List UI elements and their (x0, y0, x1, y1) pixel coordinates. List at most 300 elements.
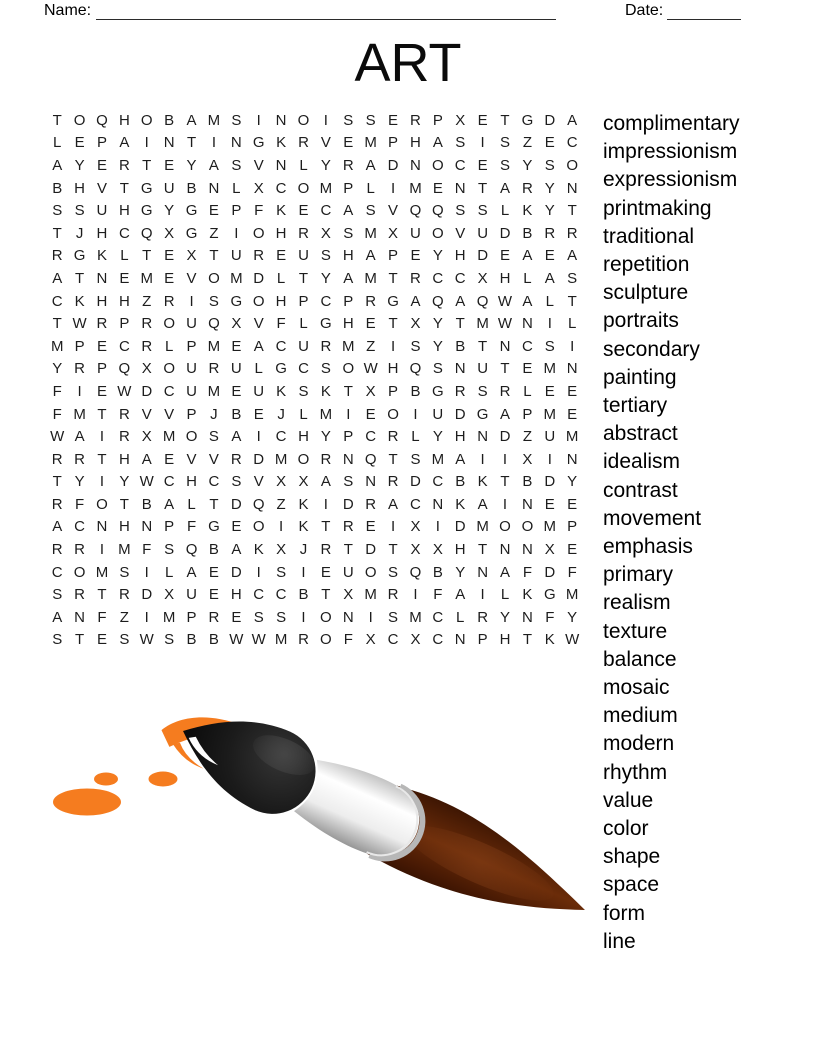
grid-letter: F (254, 202, 264, 220)
grid-letter: T (500, 473, 510, 491)
grid-letter: C (432, 631, 444, 649)
grid-letter: H (96, 292, 108, 310)
grid-letter: Y (186, 156, 197, 174)
grid-letter: Z (522, 428, 532, 446)
grid-letter: C (118, 224, 130, 242)
grid-letter: E (410, 247, 421, 265)
grid-letter: H (118, 111, 130, 129)
grid-letter: B (141, 495, 152, 513)
grid-letter: R (118, 428, 130, 446)
grid-letter: M (274, 450, 288, 468)
grid-letter: F (522, 563, 532, 581)
grid-letter: P (298, 292, 309, 310)
grid-letter: M (319, 405, 333, 423)
grid-letter: I (413, 405, 418, 423)
grid-letter: N (566, 360, 578, 378)
grid-letter: H (275, 224, 287, 242)
grid-letter: Z (366, 337, 376, 355)
word-list-item: emphasis (603, 535, 693, 559)
grid-letter: I (279, 518, 284, 536)
grid-letter: R (365, 292, 377, 310)
word-list-item: rhythm (603, 760, 668, 784)
grid-letter: T (343, 382, 353, 400)
grid-letter: T (500, 111, 510, 129)
grid-letter: M (207, 382, 221, 400)
grid-letter: C (163, 473, 175, 491)
grid-letter: F (545, 608, 555, 626)
grid-letter: L (568, 315, 577, 333)
grid-letter: M (364, 134, 377, 152)
grid-letter: F (433, 586, 443, 604)
grid-letter: M (565, 428, 579, 446)
grid-letter: T (75, 269, 85, 287)
grid-letter: M (319, 179, 333, 197)
grid-letter: P (186, 608, 197, 626)
grid-letter: A (567, 111, 578, 129)
grid-letter: E (164, 450, 175, 468)
grid-letter: I (256, 428, 261, 446)
grid-letter: D (454, 518, 466, 536)
grid-letter: H (387, 360, 399, 378)
grid-letter: H (275, 292, 287, 310)
grid-letter: O (73, 111, 86, 129)
grid-letter: T (388, 269, 398, 287)
grid-letter: D (387, 156, 399, 174)
grid-letter: N (454, 631, 466, 649)
grid-letter: K (298, 518, 309, 536)
grid-letter: O (364, 563, 377, 581)
grid-letter: S (276, 608, 287, 626)
grid-letter: M (476, 315, 489, 333)
grid-letter: S (320, 360, 331, 378)
grid-letter: H (186, 473, 197, 491)
grid-letter: B (298, 586, 309, 604)
grid-letter: V (253, 156, 264, 174)
grid-letter: O (297, 450, 310, 468)
grid-letter: B (186, 631, 197, 649)
grid-letter: X (343, 586, 354, 604)
grid-letter: S (343, 111, 354, 129)
grid-letter: A (186, 563, 197, 581)
grid-letter: D (230, 563, 242, 581)
grid-letter: E (208, 202, 219, 220)
grid-letter: V (388, 202, 399, 220)
grid-letter: D (141, 586, 153, 604)
grid-letter: Q (432, 202, 444, 220)
grid-letter: S (477, 382, 488, 400)
grid-letter: A (141, 450, 152, 468)
grid-letter: C (51, 292, 63, 310)
grid-letter: L (523, 269, 532, 287)
grid-letter: S (208, 292, 219, 310)
word-list-item: secondary (603, 337, 700, 361)
grid-letter: Q (96, 111, 108, 129)
grid-letter: R (365, 495, 377, 513)
grid-letter: N (275, 156, 287, 174)
grid-letter: B (52, 179, 63, 197)
grid-letter: B (455, 473, 466, 491)
grid-letter: V (320, 134, 331, 152)
grid-letter: Y (500, 608, 511, 626)
grid-letter: B (208, 631, 219, 649)
grid-letter: E (208, 586, 219, 604)
grid-letter: R (320, 541, 332, 559)
grid-letter: L (187, 495, 196, 513)
grid-letter: T (388, 450, 398, 468)
grid-letter: A (52, 269, 63, 287)
grid-letter: K (298, 495, 309, 513)
grid-letter: S (253, 608, 264, 626)
grid-letter: M (118, 541, 131, 559)
grid-letter: C (521, 337, 533, 355)
grid-letter: A (500, 179, 511, 197)
grid-letter: I (323, 111, 328, 129)
grid-letter: I (502, 495, 508, 513)
grid-letter: U (186, 360, 197, 378)
grid-letter: B (410, 382, 421, 400)
grid-letter: O (297, 111, 310, 129)
grid-letter: S (231, 156, 242, 174)
grid-letter: H (74, 179, 85, 197)
grid-letter: M (364, 586, 377, 604)
grid-letter: E (365, 315, 376, 333)
grid-letter: L (254, 360, 263, 378)
grid-letter: R (544, 224, 556, 242)
paintbrush-svg (30, 678, 610, 948)
grid-letter: A (253, 337, 264, 355)
grid-letter: S (231, 473, 242, 491)
grid-letter: G (476, 405, 489, 423)
grid-letter: C (320, 202, 332, 220)
grid-letter: T (97, 586, 107, 604)
grid-letter: R (208, 360, 220, 378)
grid-letter: O (163, 315, 175, 333)
grid-letter: T (343, 541, 353, 559)
grid-letter: S (298, 382, 309, 400)
grid-letter: H (342, 315, 354, 333)
grid-letter: M (162, 428, 176, 446)
grid-letter: T (321, 586, 331, 604)
grid-letter: X (365, 382, 376, 400)
grid-letter: I (99, 541, 105, 559)
grid-letter: N (410, 156, 421, 174)
grid-letter: P (119, 315, 130, 333)
grid-letter: H (298, 428, 309, 446)
grid-letter: X (388, 224, 399, 242)
grid-letter: S (544, 337, 555, 355)
grid-letter: A (432, 134, 443, 152)
grid-letter: R (74, 541, 85, 559)
grid-letter: E (231, 518, 242, 536)
grid-letter: A (544, 269, 555, 287)
grid-letter: Y (432, 337, 443, 355)
grid-letter: S (455, 202, 466, 220)
grid-letter: A (567, 247, 578, 265)
grid-letter: F (343, 631, 353, 649)
grid-letter: O (432, 224, 444, 242)
grid-letter: X (455, 111, 466, 129)
grid-letter: M (364, 269, 377, 287)
grid-letter: V (164, 405, 175, 423)
grid-letter: S (477, 202, 488, 220)
grid-letter: K (320, 382, 331, 400)
grid-letter: Z (119, 608, 129, 626)
grid-letter: A (343, 202, 354, 220)
grid-letter: R (387, 586, 399, 604)
word-list-item: mosaic (603, 676, 670, 700)
grid-letter: R (163, 292, 175, 310)
grid-letter: R (387, 473, 399, 491)
grid-letter: E (164, 156, 175, 174)
grid-letter: F (75, 495, 85, 513)
grid-letter: Q (252, 495, 265, 513)
grid-letter: T (119, 179, 129, 197)
grid-letter: N (96, 269, 108, 287)
grid-letter: J (210, 405, 218, 423)
grid-letter: R (74, 586, 85, 604)
grid-letter: P (388, 134, 399, 152)
grid-letter: A (477, 495, 488, 513)
grid-letter: Q (409, 202, 422, 220)
grid-letter: B (186, 179, 197, 197)
grid-letter: M (565, 586, 579, 604)
word-list-item: movement (603, 506, 702, 530)
grid-letter: N (96, 518, 108, 536)
grid-letter: M (95, 563, 109, 581)
grid-letter: M (140, 269, 153, 287)
grid-letter: L (164, 337, 174, 355)
grid-letter: A (522, 292, 533, 310)
word-list-item: idealism (603, 450, 681, 474)
grid-letter: A (119, 134, 130, 152)
grid-letter: A (320, 473, 331, 491)
grid-letter: M (543, 360, 557, 378)
grid-letter: U (253, 382, 265, 400)
grid-letter: S (544, 156, 555, 174)
grid-letter: S (388, 608, 399, 626)
grid-letter: P (164, 518, 175, 536)
grid-letter: K (276, 202, 287, 220)
grid-letter: O (96, 495, 108, 513)
grid-letter: R (320, 450, 332, 468)
grid-letter: P (343, 179, 354, 197)
name-fill-in-line (96, 3, 556, 20)
grid-letter: J (299, 541, 308, 559)
grid-letter: E (253, 405, 264, 423)
grid-letter: N (365, 473, 377, 491)
word-list-item: medium (603, 704, 678, 728)
grid-letter: T (186, 134, 197, 152)
grid-letter: A (365, 156, 376, 174)
grid-letter: A (52, 608, 63, 626)
grid-letter: Y (432, 315, 443, 333)
grid-letter: T (522, 631, 532, 649)
grid-letter: S (52, 202, 63, 220)
grid-letter: P (567, 518, 578, 536)
grid-letter: E (500, 247, 511, 265)
grid-letter: Y (74, 473, 85, 491)
grid-letter: N (163, 134, 175, 152)
grid-letter: X (141, 428, 152, 446)
name-label: Name: (44, 2, 92, 19)
grid-letter: C (51, 563, 63, 581)
grid-letter: S (365, 202, 376, 220)
grid-letter: A (52, 518, 63, 536)
grid-letter: I (480, 134, 485, 152)
grid-letter: X (432, 541, 443, 559)
grid-letter: M (207, 111, 221, 129)
grid-letter: L (411, 428, 420, 446)
grid-letter: I (144, 134, 149, 152)
grid-letter: D (544, 563, 556, 581)
grid-letter: O (252, 224, 265, 242)
grid-letter: V (208, 450, 219, 468)
grid-letter: D (499, 224, 511, 242)
grid-letter: Y (320, 428, 331, 446)
grid-letter: X (276, 541, 287, 559)
grid-letter: I (77, 382, 82, 400)
grid-letter: D (365, 541, 377, 559)
grid-letter: S (343, 224, 354, 242)
grid-letter: L (545, 292, 554, 310)
word-list-item: texture (603, 619, 668, 643)
grid-letter: S (119, 563, 130, 581)
grid-letter: E (96, 337, 107, 355)
grid-letter: X (410, 541, 421, 559)
grid-letter: D (342, 495, 354, 513)
grid-letter: E (276, 247, 287, 265)
grid-letter: M (543, 405, 557, 423)
grid-letter: G (275, 360, 287, 378)
paint-splatter-small-icon (149, 772, 178, 787)
grid-letter: T (119, 495, 129, 513)
grid-letter: L (120, 247, 129, 265)
grid-letter: L (53, 134, 62, 152)
grid-letter: Q (140, 224, 153, 242)
grid-letter: P (74, 337, 85, 355)
grid-letter: M (230, 269, 243, 287)
grid-letter: R (230, 450, 242, 468)
paintbrush-illustration (30, 678, 610, 948)
grid-letter: Y (74, 156, 85, 174)
grid-letter: Q (364, 450, 377, 468)
grid-letter: I (435, 518, 440, 536)
grid-letter: O (163, 360, 175, 378)
grid-letter: K (253, 541, 264, 559)
page-title: ART (354, 33, 462, 93)
word-list-item: abstract (603, 422, 678, 446)
grid-letter: M (50, 337, 64, 355)
grid-letter: T (478, 337, 488, 355)
grid-letter: E (96, 382, 107, 400)
grid-letter: R (253, 247, 265, 265)
grid-letter: I (502, 450, 508, 468)
grid-letter: L (164, 563, 174, 581)
grid-letter: T (97, 450, 107, 468)
grid-letter: T (478, 541, 488, 559)
grid-letter: A (410, 292, 421, 310)
word-list-item: repetition (603, 253, 690, 277)
grid-letter: S (567, 269, 578, 287)
grid-letter: O (185, 428, 198, 446)
grid-letter: Q (185, 541, 198, 559)
grid-letter: Q (432, 292, 444, 310)
grid-letter: T (209, 247, 219, 265)
grid-letter: R (298, 134, 309, 152)
grid-letter: R (96, 315, 108, 333)
word-list-item: contrast (603, 478, 678, 502)
word-list-item: modern (603, 732, 675, 756)
grid-letter: C (410, 495, 421, 513)
grid-letter: O (320, 608, 332, 626)
word-list-item: impressionism (603, 140, 738, 164)
grid-letter: I (144, 563, 149, 581)
grid-letter: I (346, 405, 351, 423)
grid-letter: L (456, 608, 465, 626)
grid-letter: W (139, 631, 154, 649)
grid-letter: L (366, 179, 375, 197)
grid-letter: S (410, 337, 421, 355)
word-list-item: realism (603, 591, 671, 615)
grid-letter: X (253, 179, 264, 197)
grid-letter: B (522, 473, 533, 491)
grid-letter: O (320, 631, 332, 649)
grid-letter: G (543, 586, 556, 604)
grid-letter: T (455, 315, 465, 333)
grid-letter: Y (455, 563, 466, 581)
word-list (603, 110, 740, 956)
word-list-item: space (603, 873, 660, 897)
grid-letter: S (164, 541, 175, 559)
grid-letter: K (74, 292, 85, 310)
grid-letter: G (73, 247, 86, 265)
word-list-item: shape (603, 845, 661, 869)
grid-letter: K (276, 134, 287, 152)
grid-letter: H (454, 428, 466, 446)
grid-letter: E (544, 382, 555, 400)
grid-letter: V (141, 405, 152, 423)
grid-letter: Z (209, 224, 219, 242)
grid-letter: F (186, 518, 197, 536)
grid-letter: H (230, 586, 242, 604)
grid-letter: N (521, 541, 533, 559)
grid-letter: P (96, 360, 107, 378)
grid-letter: T (209, 495, 219, 513)
grid-letter: N (566, 179, 578, 197)
grid-letter: T (52, 224, 62, 242)
grid-letter: G (387, 292, 399, 310)
grid-letter: A (500, 563, 511, 581)
grid-letter: R (298, 224, 309, 242)
grid-letter: N (477, 563, 489, 581)
grid-letter: R (410, 269, 421, 287)
grid-letter: O (432, 156, 444, 174)
grid-letter: O (521, 518, 534, 536)
grid-letter: A (186, 111, 197, 129)
grid-letter: F (52, 405, 62, 423)
grid-letter: N (275, 111, 287, 129)
grid-letter: T (567, 292, 577, 310)
grid-letter: I (390, 337, 396, 355)
grid-letter: C (320, 292, 332, 310)
grid-letter: N (432, 495, 444, 513)
grid-letter: P (343, 428, 354, 446)
grid-letter: A (455, 292, 466, 310)
grid-letter: W (139, 473, 154, 491)
grid-letter: I (99, 473, 105, 491)
grid-letter: U (186, 586, 197, 604)
grid-letter: M (476, 518, 489, 536)
